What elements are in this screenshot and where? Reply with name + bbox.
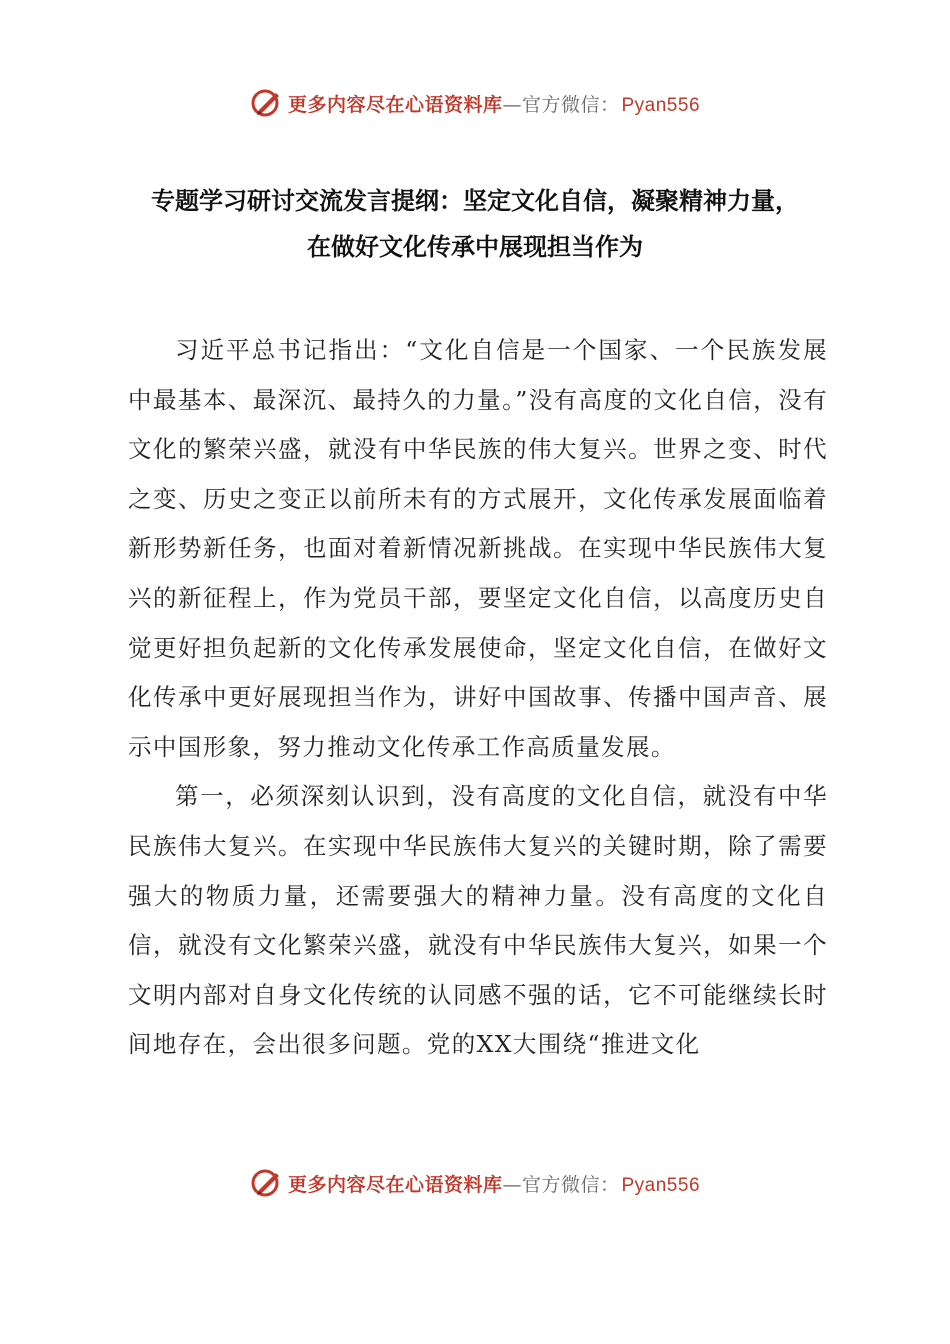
document-title: [100, 178, 850, 270]
document-body: [128, 326, 828, 1070]
paragraph: 第一，必须深刻认识到，没有高度的文化自信，就没有中华民族伟大复兴。在实现中华民族伟大复兴的关键时期，除了需要强大的物质力量，还需要强大的精神力量。没有高度的文化自信，就没有文化繁荣兴盛，就没有中华民族伟大复兴，如果一个文明内部对自身文化传统的认同感不强的话，它不可能继续长时间地存在，会出很多问题。党的XX大围绕“推进文化: [128, 782, 828, 1059]
banner-dash-text: —官方微信：: [502, 1173, 620, 1196]
banner-main-text: 更多内容尽在心语资料库: [287, 93, 503, 116]
pen-logo-icon: [250, 1166, 284, 1200]
title-line-1: 专题学习研讨交流发言提纲：坚定文化自信，凝聚精神力量，: [151, 187, 799, 215]
banner-main-text: 更多内容尽在心语资料库: [287, 1173, 503, 1196]
banner-wechat-id: Pyan556: [621, 94, 701, 116]
pen-logo-icon: [250, 86, 284, 120]
banner-dash-text: —官方微信：: [502, 93, 620, 116]
title-line-2: 在做好文化传承中展现担当作为: [307, 233, 643, 261]
header-banner: [0, 83, 950, 123]
paragraph: 习近平总书记指出：“文化自信是一个国家、一个民族发展中最基本、最深沉、最持久的力量。”没有高度的文化自信，没有文化的繁荣兴盛，就没有中华民族的伟大复兴。世界之变、时代之变、历史之变正以前所未有的方式展开，文化传承发展面临着新形势新任务，也面对着新情况新挑战。在实现中华民族伟大复兴的新征程上，作为党员干部，要坚定文化自信，以高度历史自觉更好担负起新的文化传承发展使命，坚定文化自信，在做好文化传承中更好展现担当作为，讲好中国故事、传播中国声音、展示中国形象，努力推动文化传承工作高质量发展。: [128, 336, 828, 761]
footer-banner: [0, 1163, 950, 1203]
banner-wechat-id: Pyan556: [621, 1174, 701, 1196]
